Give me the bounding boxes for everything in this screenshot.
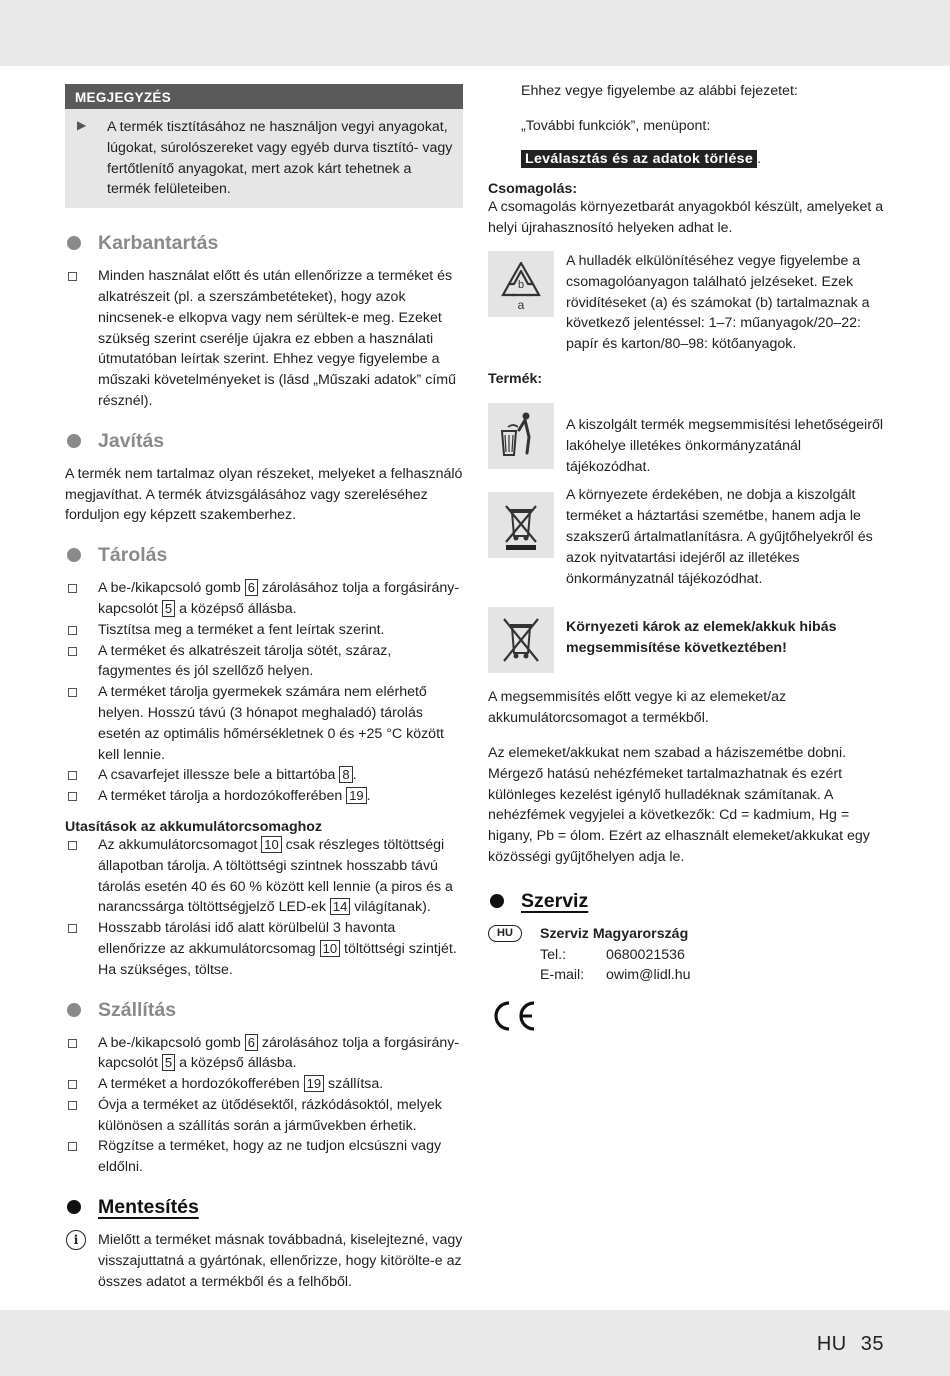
ref-number: 5: [162, 600, 175, 617]
bin-row: [488, 403, 888, 477]
top-band: [0, 0, 950, 66]
square-bullet-icon: [68, 1142, 77, 1151]
square-bullet-icon: [68, 924, 77, 933]
square-bullet-icon: [68, 1101, 77, 1110]
recycle-row: [488, 251, 888, 355]
arrow-right-icon: ▶: [77, 118, 87, 132]
service-name: Szerviz Magyarország: [540, 925, 689, 942]
packaging-title: Csomagolás:: [488, 181, 578, 198]
square-bullet-icon: [68, 841, 77, 850]
mentesites-info: [65, 1230, 463, 1292]
bullet-dot-icon: [67, 1003, 81, 1017]
ref-number: 5: [162, 1054, 175, 1071]
battery-crossed-bin-icon: [488, 607, 554, 673]
mentesites-text: Mielőtt a terméket másnak továbbadná, kiselejtezné, vagy visszajuttatná a gyártónak, ellenőrizze, hogy kitörölte-e az összes adatot a termékből és a felhőből.: [98, 1232, 463, 1290]
square-bullet-icon: [68, 688, 77, 697]
battery-remove-text: A megsemmisítés előtt vegye ki az elemeket/az akkumulátorcsomagot a termékből.: [488, 689, 787, 727]
ref-number: 14: [330, 898, 350, 915]
list-item: Óvja a terméket az ütődésektől, rázkódásoktól, melyek különösen a szállítás során a járművekben érhetik.: [65, 1095, 463, 1137]
ref-number: 10: [320, 940, 340, 957]
email-label: E-mail:: [540, 967, 585, 984]
szallitas-list: [65, 1033, 463, 1179]
recycle-icon: [488, 251, 554, 317]
ce-mark-icon: [488, 996, 888, 1036]
service-block: [488, 924, 888, 986]
javitas-text: A termék nem tartalmaz olyan részeket, melyeket a felhasználó megjavíthat. A termék átvizsgálásához vagy szereléséhez forduljon egy képzett szakemberhez.: [65, 465, 463, 524]
tel-value[interactable]: 0680021536: [606, 946, 685, 963]
square-bullet-icon: [68, 584, 77, 593]
battery-warning: Környezeti károk az elemek/akkuk hibás megsemmisítése következtében!: [566, 619, 837, 657]
section-heading-tarolas: Tárolás: [65, 542, 463, 568]
email-value[interactable]: owim@lidl.hu: [606, 967, 691, 984]
bullet-dot-icon: [67, 548, 81, 562]
note-body: [65, 109, 463, 200]
ref-number: 10: [261, 836, 281, 853]
footer-lang: HU: [816, 1333, 847, 1355]
note-title: MEGJEGYZÉS: [65, 84, 463, 109]
ref-number: 6: [245, 579, 258, 596]
square-bullet-icon: [68, 1039, 77, 1048]
bottom-band: [0, 1310, 950, 1376]
ref-number: 19: [346, 787, 366, 804]
weee-row: [488, 485, 888, 589]
highlight-line: Leválasztás és az adatok törlése .: [488, 149, 888, 170]
right-column: [488, 81, 888, 1036]
section-heading-javitas: Javítás: [65, 428, 463, 454]
service-contact: [540, 945, 888, 987]
karbantartas-list: [65, 266, 463, 412]
list-item: A csavarfejet illessze bele a bittartóba 8 .: [65, 765, 463, 786]
akku-list: [65, 835, 463, 981]
note-box: [65, 84, 463, 208]
bullet-dot-icon: [67, 434, 81, 448]
list-item: A terméket a hordozókofferében 19 szállítsa.: [65, 1074, 463, 1095]
recycle-b-label: b: [517, 278, 525, 291]
recycle-text: A hulladék elkülönítéséhez vegye figyelembe a csomagolóanyagon található jelzéseket. Ezek rövidítéseket (a) és számokat (b) tartalmaznak a következő jelentéssel: 1–7: műanyagok/20–22: papír és karton/80–98: kötőanyagok.: [566, 252, 870, 353]
tel-label: Tel.:: [540, 946, 567, 963]
bullet-dot-icon: [67, 236, 81, 250]
left-column: [65, 84, 463, 1292]
weee-text: A környezete érdekében, ne dobja a kiszolgált terméket a háztartási szemétbe, hanem adja le szakszerű ártalmatlanításra. A gyűjtőhelyekről és azok nyitvatartási idejéről az illetékes önkormányzatnál tájékozódhat.: [566, 487, 873, 587]
square-bullet-icon: [68, 771, 77, 780]
page-number: 35: [860, 1333, 884, 1355]
bullet-dot-icon: [67, 1200, 81, 1214]
battery-row: [488, 607, 888, 673]
note-text: A termék tisztításához ne használjon vegyi anyagokat, lúgokat, súrolószereket vagy egyéb durva tisztító- vagy fertőtlenítő anyagokat, mert azok kárt tehetnek a termék felületeiben.: [107, 119, 453, 198]
list-item: Minden használat előtt és után ellenőrizze a terméket és alkatrészeit (pl. a szerszámbetéteket), hogy azok nincsenek-e elkopva vagy nem sérültek-e meg. Ezeket szükség szerint cserélje újakra ez ebben a használati útmutatóban leírtak szerint. Ehhez vegye figyelembe a műszaki követelményeket is (lásd „Műszaki adatok” című résznél).: [65, 266, 463, 412]
list-item: Hosszabb tárolási idő alatt körülbelül 3 havonta ellenőrizze az akkumulátorcsomag 10 töltöttségi szintjét. Ha szükséges, töltse.: [65, 918, 463, 980]
menu-path-text: „További funkciók”, menüpont:: [521, 117, 711, 134]
list-item: Tisztítsa meg a terméket a fent leírtak szerint.: [65, 620, 463, 641]
akku-subheading: Utasítások az akkumulátorcsomaghoz: [65, 818, 323, 835]
section-heading-szerviz: Szerviz: [488, 888, 888, 914]
packaging-text: A csomagolás környezetbarát anyagokból készült, amelyeket a helyi újrahasznosító helyeken adhat le.: [488, 199, 884, 237]
square-bullet-icon: [68, 1080, 77, 1089]
battery-disposal-text: Az elemeket/akkukat nem szabad a háziszemétbe dobni. Mérgező hatású nehézfémeket tartalmazhatnak és ezért különleges kezelést igénylő hulladéknak számítanak. A nehézfémek vegyjelei a következők: Cd = kadmium, Hg = higany, Pb = ólom. Ezért az elhasznált elemeket/akkukat egy közösségi gyűjtőhelyen adja le.: [488, 744, 870, 865]
ref-number: 8: [339, 766, 352, 783]
square-bullet-icon: [68, 272, 77, 281]
list-item: A terméket tárolja a hordozókofferében 19 .: [65, 786, 463, 807]
intro-text: Ehhez vegye figyelembe az alábbi fejezetet:: [521, 83, 798, 99]
square-bullet-icon: [68, 647, 77, 656]
section-heading-karbantartas: Karbantartás: [65, 230, 463, 256]
square-bullet-icon: [68, 792, 77, 801]
bin-text: A kiszolgált termék megsemmisítési lehetőségeiről lakóhelye illetékes önkormányzatánál tájékozódhat.: [566, 416, 883, 475]
section-heading-mentesites: Mentesítés: [65, 1194, 463, 1220]
list-item: Rögzítse a terméket, hogy az ne tudjon elcsúszni vagy eldőlni.: [65, 1136, 463, 1178]
bullet-dot-icon: [490, 894, 504, 908]
info-icon: i: [66, 1230, 86, 1250]
section-heading-szallitas: Szállítás: [65, 997, 463, 1023]
recycle-a-label: a: [517, 297, 525, 312]
weee-crossed-bin-icon: [488, 492, 554, 558]
product-title: Termék:: [488, 370, 543, 387]
list-item: A be-/kikapcsoló gomb 6 zárolásához tolja a forgásirány-kapcsolót 5 a középső állásba.: [65, 578, 463, 620]
list-item: A terméket és alkatrészeit tárolja sötét, száraz, fagymentes és jól szellőző helyen.: [65, 641, 463, 683]
list-item: A be-/kikapcsoló gomb 6 zárolásához tolja a forgásirány-kapcsolót 5 a középső állásba.: [65, 1033, 463, 1075]
ref-number: 19: [304, 1075, 324, 1092]
tarolas-list: [65, 578, 463, 807]
page-footer: [817, 1333, 884, 1356]
list-item: A terméket tárolja gyermekek számára nem elérhető helyen. Hosszú távú (3 hónapot meghaladó) tárolás esetén az optimális hőmérsékletnek 0 és +25 °C között kell lennie.: [65, 682, 463, 765]
country-badge: HU: [488, 925, 522, 942]
ref-number: 6: [245, 1034, 258, 1051]
list-item: Az akkumulátorcsomagot 10 csak részleges töltöttségi állapotban tárolja. A töltöttségi szintnek hosszabb távú tárolás esetén 40 és 60 % között kell lennie (a piros és a narancssárga töltöttségjelző LED-ek 14 világítanak).: [65, 835, 463, 918]
menu-item-highlight: Leválasztás és az adatok törlése: [521, 150, 757, 168]
square-bullet-icon: [68, 626, 77, 635]
waste-bin-icon: [488, 403, 554, 469]
